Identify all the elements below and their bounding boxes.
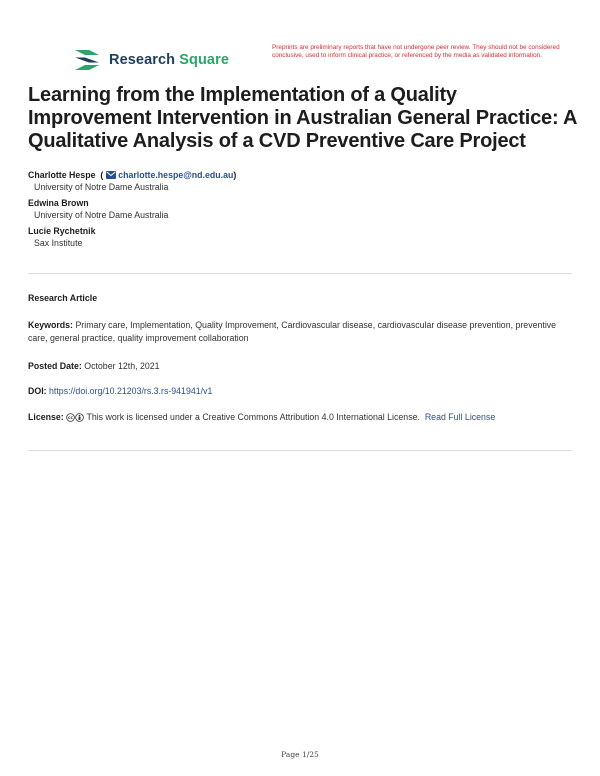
keywords — [28, 319, 568, 345]
doi-link[interactable]: https://doi.org/10.21203/rs.3.rs-941941/v1 — [49, 386, 213, 396]
author-2-affiliation: University of Notre Dame Australia — [34, 210, 169, 220]
author-1-name-text: Charlotte Hespe — [28, 170, 96, 180]
posted-date — [28, 360, 568, 373]
author-1-name — [28, 169, 568, 181]
svg-text:cc: cc — [68, 414, 74, 420]
read-full-license-link[interactable]: Read Full License — [424, 412, 496, 422]
article-type-text: Research Article — [28, 293, 98, 303]
doi-label: DOI: — [28, 386, 47, 396]
author-1-open-paren: ( — [100, 170, 104, 180]
logo-text-primary: Research — [109, 52, 176, 68]
author-list — [28, 169, 568, 253]
license-label: License: — [28, 412, 64, 422]
preprint-disclaimer: Preprints are preliminary reports that have not undergone peer review. They should not be considered conclusive, used to inform clinical practice, or referenced by the media as validated information. — [272, 44, 560, 59]
posted-date-label: Posted Date: — [28, 361, 82, 371]
posted-date-value: October 12th, 2021 — [84, 361, 160, 371]
author-3-affiliation: Sax Institute — [34, 238, 83, 248]
keywords-text: Primary care, Implementation, Quality Improvement, Cardiovascular disease, cardiovascular disease prevention, preventive care, general practice, quality improvement collaboration — [28, 320, 557, 343]
cc-by-icon — [75, 413, 84, 422]
author-2-name: Edwina Brown — [28, 198, 89, 208]
research-square-logo-icon — [73, 48, 101, 72]
doi — [28, 385, 568, 398]
article-type — [28, 292, 568, 305]
keywords-label: Keywords: — [28, 320, 73, 330]
license-text: This work is licensed under a Creative Commons Attribution 4.0 International License. — [86, 412, 420, 422]
author-1-close-paren: ) — [233, 170, 237, 180]
envelope-icon — [106, 171, 116, 179]
cc-icon — [66, 413, 75, 422]
divider-bottom — [28, 450, 572, 451]
paper-title: Learning from the Implementation of a Quality Improvement Intervention in Australian General Practice: A Qualitative Analysis of a CVD Preventive Care Project — [28, 84, 577, 152]
divider-top — [28, 273, 572, 274]
author-1-email-link[interactable]: charlotte.hespe@nd.edu.au — [118, 170, 234, 180]
license — [28, 411, 568, 424]
research-square-logo[interactable] — [73, 46, 229, 74]
logo-text — [109, 52, 229, 68]
author-3-name: Lucie Rychetnik — [28, 226, 96, 236]
author-1-affiliation: University of Notre Dame Australia — [34, 182, 169, 192]
page-number: Page 1/25 — [281, 750, 319, 759]
logo-text-accent: Square — [179, 52, 229, 68]
